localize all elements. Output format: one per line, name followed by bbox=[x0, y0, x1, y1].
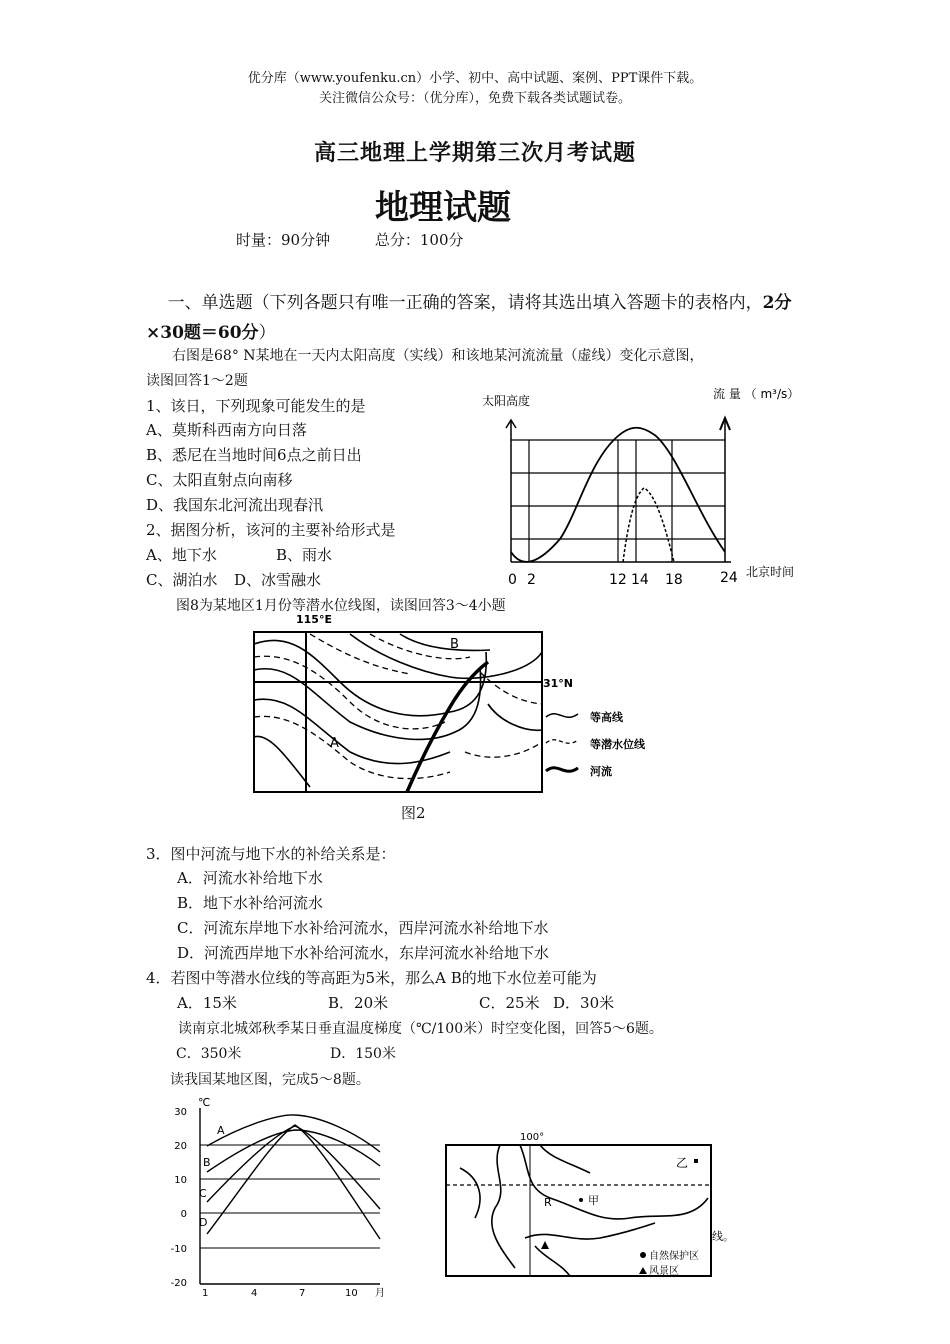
curve-c bbox=[207, 1126, 380, 1209]
map2-point-yi bbox=[694, 1159, 698, 1163]
q2-stem: 2、据图分析，该河的主要补给形式是 bbox=[146, 521, 396, 539]
tick-12: 12 bbox=[609, 572, 627, 588]
curve-d bbox=[207, 1125, 380, 1239]
header-line-2: 关注微信公众号：（优分库），免费下载各类试题试卷。 bbox=[318, 91, 631, 106]
q1-option-d: D、我国东北河流出现春汛 bbox=[146, 496, 324, 514]
chart1-grid bbox=[511, 440, 725, 562]
time-limit: 时量：90分钟 bbox=[236, 231, 331, 249]
subject-title: 地理试题 bbox=[375, 188, 511, 228]
map2-label-yi: 乙 bbox=[676, 1156, 689, 1170]
chart1-x-label: 北京时间 bbox=[746, 565, 795, 579]
tick-2: 2 bbox=[527, 572, 536, 588]
ytick-20: 20 bbox=[174, 1141, 187, 1152]
ytick-minus10: -10 bbox=[170, 1244, 187, 1255]
q1-stem: 1、该日，下列现象可能发生的是 bbox=[146, 397, 366, 415]
q2-option-a: A、地下水 bbox=[146, 546, 217, 564]
legend-reserve: 自然保护区 bbox=[649, 1251, 699, 1262]
extra-line-2: 读我国某地区图，完成5～8题。 bbox=[170, 1072, 370, 1088]
ytick-30: 30 bbox=[174, 1107, 187, 1118]
legend-river-line bbox=[546, 768, 578, 772]
legend-isoline: 等潜水位线 bbox=[590, 738, 645, 751]
ytick-minus20: -20 bbox=[170, 1278, 187, 1289]
section-score: 2分×30题＝60分 bbox=[146, 293, 792, 343]
chart2-curves bbox=[207, 1115, 380, 1239]
map2-label-r: R bbox=[544, 1196, 552, 1209]
extra-option-c: C．350米 bbox=[176, 1046, 242, 1062]
chart2-unit: ℃ bbox=[198, 1096, 211, 1109]
tick-24: 24 bbox=[720, 570, 738, 586]
curve-label-b: B bbox=[203, 1156, 211, 1169]
label-b: B bbox=[450, 637, 459, 652]
q3-option-d: D．河流西岸地下水补给河流水，东岸河流水补给地下水 bbox=[177, 944, 550, 962]
temperature-chart bbox=[165, 1094, 415, 1304]
curve-label-c: C bbox=[199, 1187, 207, 1200]
xtick-10: 10 bbox=[345, 1288, 358, 1299]
tick-14: 14 bbox=[631, 572, 649, 588]
header-line-1: 优分库（www.youfenku.cn）小学、初中、高中试题、案例、PPT课件下载。 bbox=[247, 71, 703, 86]
map2-label-jia: 甲 bbox=[588, 1194, 599, 1207]
chart2-x-ticks bbox=[202, 1287, 385, 1299]
q3-stem: 3．图中河流与地下水的补给关系是： bbox=[146, 845, 396, 863]
q3-option-b: B．地下水补给河流水 bbox=[177, 894, 324, 912]
legend-contour-line bbox=[546, 714, 578, 718]
xtick-1: 1 bbox=[202, 1288, 209, 1299]
section-intro bbox=[146, 288, 816, 348]
q2-option-b: B、雨水 bbox=[276, 546, 333, 564]
legend-scenic-icon bbox=[639, 1267, 647, 1274]
xtick-month: 月 bbox=[375, 1288, 385, 1299]
curve-label-a: A bbox=[217, 1124, 225, 1137]
q2-option-c: C、湖泊水 bbox=[146, 571, 218, 589]
map1-frame bbox=[254, 632, 542, 792]
q1-option-a: A、莫斯科西南方向日落 bbox=[146, 421, 307, 439]
q4-option-d: D．30米 bbox=[553, 994, 615, 1012]
chart1-y2-label: 流 量 （ m³/s） bbox=[713, 387, 800, 401]
chart1-x-ticks bbox=[508, 570, 738, 588]
map1-lon: 115°E bbox=[296, 613, 332, 626]
total-score: 总分：100分 bbox=[374, 231, 464, 249]
groundwater-map bbox=[250, 612, 680, 797]
xtick-4: 4 bbox=[251, 1288, 258, 1299]
q3-option-c: C．河流东岸地下水补给河流水，西岸河流水补给地下水 bbox=[177, 919, 549, 937]
map2-point-jia bbox=[579, 1198, 583, 1202]
legend-reserve-icon bbox=[640, 1252, 646, 1258]
q4-option-b: B．20米 bbox=[328, 994, 389, 1012]
map2-scenic-marker bbox=[541, 1241, 549, 1249]
river-discharge-curve bbox=[623, 488, 674, 562]
section-intro-end: ） bbox=[258, 323, 276, 343]
curve-a bbox=[207, 1115, 380, 1152]
groundwater-isolines bbox=[254, 634, 542, 779]
chart2-y-ticks bbox=[171, 1107, 187, 1289]
exam-meta bbox=[236, 229, 504, 250]
q4-option-a: A．15米 bbox=[177, 994, 237, 1012]
map2-overflow-char: 线。 bbox=[712, 1230, 734, 1243]
legend-contour: 等高线 bbox=[590, 711, 623, 724]
xtick-7: 7 bbox=[299, 1288, 306, 1299]
q2-option-d: D、冰雪融水 bbox=[234, 571, 322, 589]
q12-lead-1: 右图是68° N某地在一天内太阳高度（实线）和该地某河流流量（虚线）变化示意图， bbox=[172, 348, 704, 364]
chart1-y-label: 太阳高度 bbox=[482, 394, 531, 408]
label-a: A bbox=[330, 736, 339, 751]
q12-lead-2: 读图回答1～2题 bbox=[146, 373, 248, 389]
legend-isoline-line bbox=[546, 740, 578, 744]
ytick-10: 10 bbox=[174, 1175, 187, 1186]
q1-option-b: B、悉尼在当地时间6点之前日出 bbox=[146, 446, 362, 464]
section-intro-text: 一、单选题（下列各题只有唯一正确的答案，请将其选出填入答题卡的表格内， bbox=[167, 293, 763, 313]
curve-b bbox=[207, 1130, 380, 1172]
map2-lon: 100° bbox=[520, 1132, 545, 1143]
solar-flow-chart bbox=[478, 384, 818, 590]
contour-lines bbox=[254, 634, 542, 787]
q4-stem: 4．若图中等潜水位线的等高距为5米，那么A B的地下水位差可能为 bbox=[146, 969, 597, 987]
legend-scenic: 风景区 bbox=[649, 1266, 679, 1277]
q1-option-c: C、太阳直射点向南移 bbox=[146, 471, 293, 489]
fig8-lead: 图8为某地区1月份等潜水位线图，读图回答3～4小题 bbox=[176, 598, 506, 614]
curve-label-d: D bbox=[199, 1216, 208, 1229]
q4-option-c: C．25米 bbox=[479, 994, 540, 1012]
exam-title: 高三地理上学期第三次月考试题 bbox=[313, 140, 636, 166]
region-map bbox=[440, 1128, 740, 1283]
extra-line-1: 读南京北城郊秋季某日垂直温度梯度（℃/100米）时空变化图，回答5～6题。 bbox=[178, 1021, 663, 1037]
tick-0: 0 bbox=[508, 572, 517, 588]
tick-18: 18 bbox=[665, 572, 683, 588]
chart2-grid bbox=[200, 1145, 380, 1248]
extra-option-d: D．150米 bbox=[330, 1046, 396, 1062]
q3-option-a: A．河流水补给地下水 bbox=[177, 869, 323, 887]
legend-river: 河流 bbox=[590, 765, 612, 778]
fig8-caption: 图2 bbox=[401, 804, 426, 822]
map1-lat: 31°N bbox=[543, 677, 574, 690]
ytick-0: 0 bbox=[180, 1209, 187, 1220]
